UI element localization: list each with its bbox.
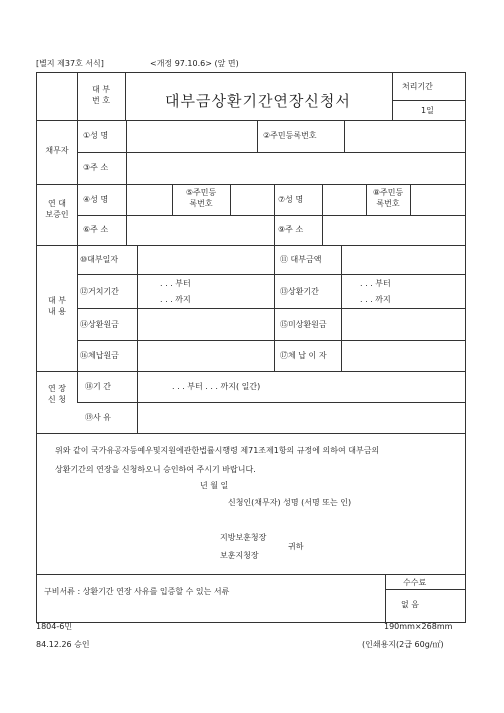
debtor-name-field[interactable] [130, 124, 254, 148]
loan-date-field[interactable] [141, 249, 271, 271]
registration-number-label: 대 부 번 호 [92, 85, 110, 105]
loan-amount-field[interactable] [345, 249, 462, 271]
recipient-office-1: 지방보훈청장 [220, 533, 267, 542]
guarantor1-address-label: ⑥주 소 [83, 225, 109, 234]
loan-amount-label: ⑪ 대부금액 [280, 255, 322, 264]
approval-date: 84.12.26 승인 [36, 640, 90, 649]
debtor-section-label: 채무자 [45, 146, 69, 155]
guarantor2-name-field[interactable] [326, 188, 364, 212]
overdue-interest-label: ⑰체 납 이 자 [280, 351, 327, 360]
extension-section-label: 연 장 신 청 [48, 384, 66, 404]
loan-section-label: 대 부 내 용 [48, 296, 66, 316]
application-date: 년 월 일 [200, 481, 229, 490]
required-documents: 구비서류 : 상환기간 연장 사유를 입증할 수 있는 서류 [44, 587, 230, 596]
unpaid-principal-label: ⑮미상환원금 [280, 320, 327, 329]
debtor-address-field[interactable] [130, 156, 462, 180]
guarantor1-rrn-label: ⑤주민등 록번호 [185, 188, 217, 208]
form-title: 대부금상환기간연장신청서 [165, 92, 351, 110]
guarantor-section-label: 연 대 보증인 [45, 199, 69, 219]
guarantor2-address-label: ⑨주 소 [278, 225, 304, 234]
overdue-principal-field[interactable] [141, 344, 271, 368]
repaid-principal-field[interactable] [141, 312, 271, 337]
guarantor1-rrn-field[interactable] [234, 188, 272, 212]
loan-date-label: ⑩대부일자 [80, 255, 119, 264]
extension-period-value: . . . 부터 . . . 까지( 일간) [172, 382, 261, 391]
guarantor2-rrn-label: ⑧주민등 록번호 [372, 188, 404, 208]
repaid-principal-label: ⑭상환원금 [80, 320, 119, 329]
repayment-period-from: . . . 부터 [360, 279, 391, 288]
guarantor2-name-label: ⑦성 명 [278, 195, 304, 204]
grace-period-from: . . . 부터 [160, 279, 191, 288]
unpaid-principal-field[interactable] [345, 312, 462, 337]
debtor-address-label: ③주 소 [83, 163, 109, 172]
repayment-period-label: ⑬상환기간 [280, 287, 319, 296]
guarantor1-name-field[interactable] [130, 188, 170, 212]
extension-period-label: ⑱기 간 [85, 382, 111, 391]
repayment-period-to: . . . 까지 [360, 295, 391, 304]
guarantor2-address-field[interactable] [326, 219, 462, 241]
form-code: 1804-6민 [36, 622, 73, 631]
processing-period-label: 처리기간 [402, 82, 433, 91]
processing-period-value: 1일 [421, 106, 434, 115]
guarantor1-name-label: ④성 명 [83, 195, 109, 204]
label-column-divider [77, 72, 78, 403]
grace-period-to: . . . 까지 [160, 295, 191, 304]
applicant-signature-line: 신청인(채무자) 성명 (서명 또는 인) [228, 498, 352, 507]
fee-label: 수수료 [403, 578, 427, 587]
revision-note: <개정 97.10.6> (앞 면) [150, 59, 239, 68]
extension-reason-field[interactable] [141, 406, 462, 430]
fee-value: 없 음 [401, 600, 419, 609]
overdue-interest-field[interactable] [345, 344, 462, 368]
recipient-honorific: 귀하 [288, 542, 304, 551]
guarantor2-rrn-field[interactable] [414, 188, 462, 212]
statement-line1: 위와 같이 국가유공자등예우및지원에관한법률시행령 제71조제1항의 규정에 의하여 대부금의 [55, 446, 380, 455]
debtor-rrn-label: ②주민등록번호 [263, 131, 317, 140]
extension-reason-label: ⑲사 유 [85, 413, 111, 422]
overdue-principal-label: ⑯체납원금 [80, 351, 119, 360]
paper-type: (인쇄용지(2급 60g/㎡) [362, 640, 444, 649]
recipient-office-2: 보훈지청장 [220, 551, 259, 560]
debtor-name-label: ①성 명 [83, 131, 109, 140]
paper-size: 190mm×268mm [384, 622, 453, 631]
form-number: [별지 제37호 서식] [36, 59, 104, 68]
statement-line2: 상환기간의 연장을 신청하오니 승인하여 주시기 바랍니다. [55, 465, 256, 474]
grace-period-label: ⑫거치기간 [80, 287, 119, 296]
debtor-rrn-field[interactable] [348, 124, 462, 148]
guarantor1-address-field[interactable] [130, 219, 272, 241]
